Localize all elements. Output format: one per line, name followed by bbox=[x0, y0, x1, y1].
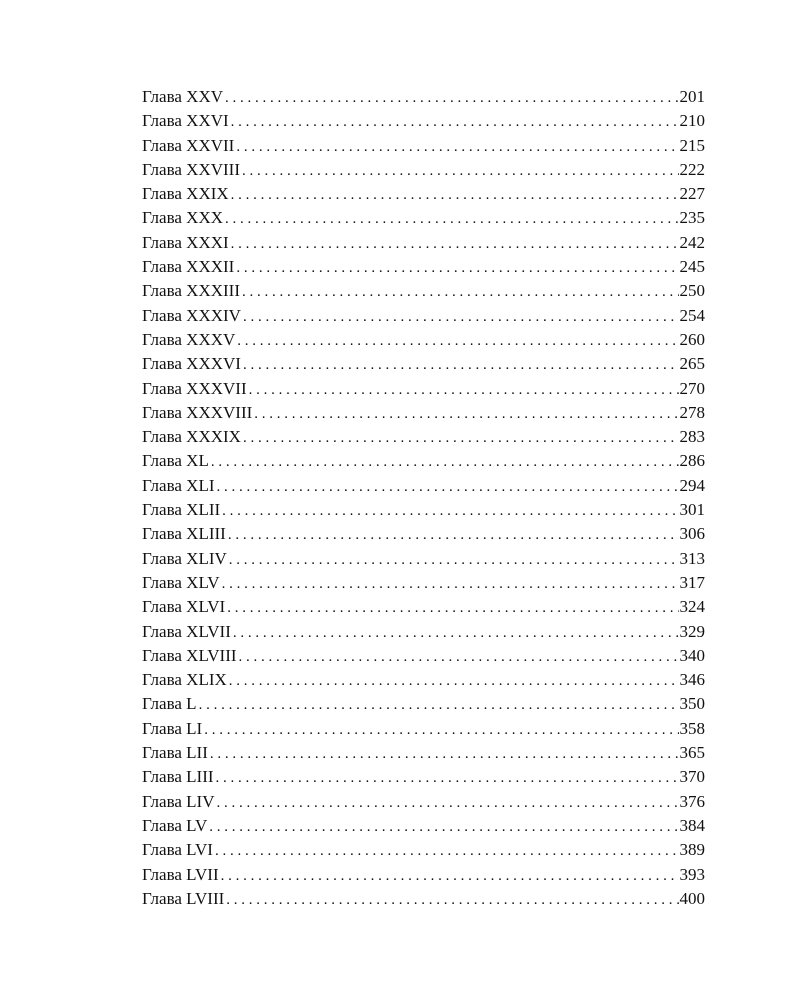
toc-entry-page: 201 bbox=[679, 87, 705, 106]
toc-entry-page: 313 bbox=[679, 548, 705, 568]
toc-entry-page: 294 bbox=[679, 475, 705, 495]
toc-entry-page: 301 bbox=[679, 500, 705, 520]
toc-entry[interactable] bbox=[142, 838, 705, 862]
toc-dot-leader bbox=[243, 353, 679, 377]
toc-entry-title: Глава LVIII bbox=[142, 888, 225, 908]
toc-dot-leader bbox=[243, 426, 679, 450]
table-of-contents bbox=[142, 85, 705, 911]
toc-entry-title: Глава XLVI bbox=[142, 597, 226, 617]
toc-entry[interactable] bbox=[142, 692, 705, 716]
toc-dot-leader bbox=[199, 693, 679, 717]
toc-entry-page: 286 bbox=[679, 451, 705, 471]
toc-entry-title: Глава LIII bbox=[142, 767, 214, 787]
toc-entry-title: Глава XXXI bbox=[142, 232, 229, 252]
toc-dot-leader bbox=[236, 135, 678, 159]
toc-entry[interactable] bbox=[142, 85, 705, 109]
toc-entry-page: 270 bbox=[679, 378, 705, 398]
toc-entry-page: 235 bbox=[679, 208, 705, 228]
toc-entry-page: 346 bbox=[679, 670, 705, 690]
toc-dot-leader bbox=[211, 450, 679, 474]
toc-entry-title: Глава XLVII bbox=[142, 621, 231, 641]
toc-dot-leader bbox=[227, 596, 678, 620]
toc-entry-page: 317 bbox=[679, 572, 705, 592]
toc-dot-leader bbox=[249, 378, 679, 402]
toc-entry[interactable] bbox=[142, 498, 705, 522]
toc-entry[interactable] bbox=[142, 790, 705, 814]
toc-entry[interactable] bbox=[142, 814, 705, 838]
toc-entry-title: Глава LVII bbox=[142, 864, 219, 884]
toc-entry-title: Глава XLVIII bbox=[142, 645, 237, 665]
toc-dot-leader bbox=[242, 159, 679, 183]
toc-dot-leader bbox=[236, 256, 678, 280]
toc-entry-page: 245 bbox=[679, 257, 705, 277]
toc-dot-leader bbox=[225, 207, 678, 231]
toc-entry-page: 210 bbox=[679, 111, 705, 131]
toc-dot-leader bbox=[215, 839, 679, 863]
toc-entry[interactable] bbox=[142, 206, 705, 230]
toc-entry-title: Глава XLIV bbox=[142, 548, 227, 568]
toc-entry-title: Глава XXXIII bbox=[142, 281, 240, 301]
toc-entry[interactable] bbox=[142, 425, 705, 449]
toc-entry-title: Глава XXV bbox=[142, 87, 224, 106]
toc-entry-page: 278 bbox=[679, 402, 705, 422]
toc-entry-page: 358 bbox=[679, 718, 705, 738]
toc-entry[interactable] bbox=[142, 255, 705, 279]
toc-dot-leader bbox=[225, 86, 678, 110]
toc-entry-title: Глава LI bbox=[142, 718, 203, 738]
toc-entry[interactable] bbox=[142, 109, 705, 133]
toc-entry-page: 400 bbox=[679, 888, 705, 908]
toc-entry-title: Глава LVI bbox=[142, 840, 213, 860]
toc-entry[interactable] bbox=[142, 279, 705, 303]
toc-dot-leader bbox=[229, 669, 679, 693]
toc-entry-title: Глава LII bbox=[142, 743, 208, 763]
toc-entry-page: 260 bbox=[679, 329, 705, 349]
toc-entry-page: 370 bbox=[679, 767, 705, 787]
toc-dot-leader bbox=[242, 280, 679, 304]
toc-entry[interactable] bbox=[142, 134, 705, 158]
toc-dot-leader bbox=[222, 572, 679, 596]
toc-entry-title: Глава XXXIV bbox=[142, 305, 241, 325]
toc-dot-leader bbox=[237, 329, 678, 353]
toc-entry-title: Глава LV bbox=[142, 815, 208, 835]
toc-entry[interactable] bbox=[142, 449, 705, 473]
toc-entry-title: Глава XXXII bbox=[142, 257, 235, 277]
toc-dot-leader bbox=[222, 499, 678, 523]
toc-entry-page: 254 bbox=[679, 305, 705, 325]
toc-entry-title: Глава XLI bbox=[142, 475, 215, 495]
toc-entry-title: Глава XXXIX bbox=[142, 427, 241, 447]
toc-entry-title: Глава LIV bbox=[142, 791, 215, 811]
toc-entry-title: Глава XXXVI bbox=[142, 354, 241, 374]
toc-entry-page: 324 bbox=[679, 597, 705, 617]
toc-entry[interactable] bbox=[142, 595, 705, 619]
toc-entry[interactable] bbox=[142, 231, 705, 255]
toc-dot-leader bbox=[210, 742, 679, 766]
toc-dot-leader bbox=[217, 791, 679, 815]
toc-entry-page: 340 bbox=[679, 645, 705, 665]
toc-entry-title: Глава XXXV bbox=[142, 329, 236, 349]
toc-entry-title: Глава XXVIII bbox=[142, 159, 240, 179]
toc-entry-page: 242 bbox=[679, 232, 705, 252]
toc-entry-title: Глава XXIX bbox=[142, 184, 229, 204]
toc-entry[interactable] bbox=[142, 182, 705, 206]
toc-entry[interactable] bbox=[142, 474, 705, 498]
toc-entry-page: 384 bbox=[679, 815, 705, 835]
toc-entry[interactable] bbox=[142, 863, 705, 887]
toc-dot-leader bbox=[226, 888, 678, 912]
toc-entry-page: 376 bbox=[679, 791, 705, 811]
toc-entry-page: 222 bbox=[679, 159, 705, 179]
toc-entry-page: 329 bbox=[679, 621, 705, 641]
toc-entry[interactable] bbox=[142, 644, 705, 668]
toc-entry[interactable] bbox=[142, 717, 705, 741]
toc-entry-title: Глава L bbox=[142, 694, 197, 714]
toc-entry-page: 393 bbox=[679, 864, 705, 884]
toc-entry[interactable] bbox=[142, 352, 705, 376]
toc-entry-title: Глава XXXVII bbox=[142, 378, 247, 398]
toc-dot-leader bbox=[204, 718, 678, 742]
toc-dot-leader bbox=[231, 110, 679, 134]
toc-entry-title: Глава XXVII bbox=[142, 135, 235, 155]
toc-dot-leader bbox=[243, 305, 679, 329]
toc-dot-leader bbox=[216, 766, 679, 790]
toc-entry-title: Глава XLV bbox=[142, 572, 220, 592]
toc-entry[interactable] bbox=[142, 741, 705, 765]
toc-entry-title: Глава XXXVIII bbox=[142, 402, 253, 422]
toc-dot-leader bbox=[221, 864, 679, 888]
toc-entry[interactable] bbox=[142, 571, 705, 595]
toc-entry-page: 306 bbox=[679, 524, 705, 544]
toc-dot-leader bbox=[231, 183, 679, 207]
toc-entry[interactable] bbox=[142, 304, 705, 328]
toc-entry-title: Глава XLIII bbox=[142, 524, 226, 544]
toc-entry-title: Глава XLII bbox=[142, 500, 221, 520]
toc-entry-page: 389 bbox=[679, 840, 705, 860]
toc-entry-page: 265 bbox=[679, 354, 705, 374]
toc-dot-leader bbox=[228, 523, 679, 547]
toc-entry[interactable] bbox=[142, 668, 705, 692]
toc-entry[interactable] bbox=[142, 765, 705, 789]
toc-entry[interactable] bbox=[142, 328, 705, 352]
toc-entry-title: Глава XXVI bbox=[142, 111, 229, 131]
toc-entry-page: 365 bbox=[679, 743, 705, 763]
toc-dot-leader bbox=[229, 548, 679, 572]
toc-entry-title: Глава XLIX bbox=[142, 670, 227, 690]
toc-entry-title: Глава XXX bbox=[142, 208, 224, 228]
toc-entry[interactable] bbox=[142, 158, 705, 182]
toc-entry[interactable] bbox=[142, 887, 705, 911]
toc-entry[interactable] bbox=[142, 377, 705, 401]
toc-entry-page: 350 bbox=[679, 694, 705, 714]
toc-entry-page: 215 bbox=[679, 135, 705, 155]
toc-entry[interactable] bbox=[142, 522, 705, 546]
toc-dot-leader bbox=[217, 475, 679, 499]
toc-dot-leader bbox=[254, 402, 678, 426]
toc-entry-page: 250 bbox=[679, 281, 705, 301]
toc-entry[interactable] bbox=[142, 547, 705, 571]
toc-entry[interactable] bbox=[142, 620, 705, 644]
toc-entry-page: 227 bbox=[679, 184, 705, 204]
toc-dot-leader bbox=[231, 232, 679, 256]
toc-dot-leader bbox=[209, 815, 678, 839]
toc-dot-leader bbox=[233, 621, 679, 645]
toc-entry[interactable] bbox=[142, 401, 705, 425]
toc-entry-page: 283 bbox=[679, 427, 705, 447]
toc-dot-leader bbox=[239, 645, 679, 669]
toc-entry-title: Глава XL bbox=[142, 451, 209, 471]
